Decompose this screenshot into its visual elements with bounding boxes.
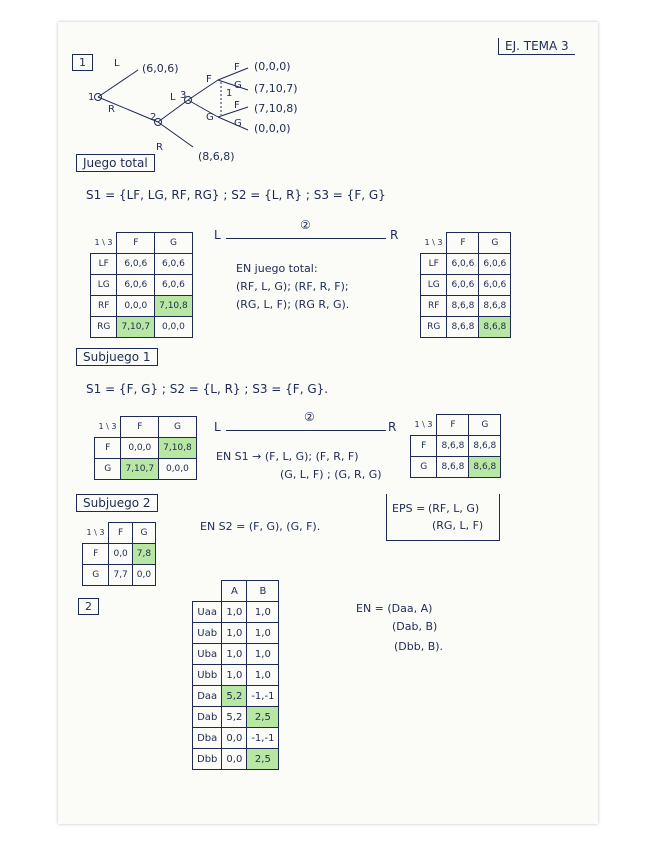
payoff-cell-highlighted: 5,2 — [222, 686, 247, 707]
divider-line — [226, 430, 386, 431]
game-tree — [88, 52, 338, 162]
table-corner-empty — [193, 581, 222, 602]
payoff-cell: 1,0 — [222, 623, 247, 644]
subjuego-1-table-right — [410, 414, 501, 478]
sub1-player2-label: ② — [304, 410, 315, 424]
payoff-cell: 0,0,0 — [155, 317, 193, 338]
table-corner: 1 \ 3 — [94, 238, 113, 248]
payoff-cell: 1,0 — [247, 623, 279, 644]
payoff-cell: 6,0,6 — [447, 275, 479, 296]
tree-payoff-GF: (7,10,8) — [254, 102, 298, 115]
payoff-cell: 6,0,6 — [155, 254, 193, 275]
subjuego-1-label: Subjuego 1 — [76, 348, 158, 366]
payoff-cell: 6,0,6 — [479, 254, 511, 275]
juego-total-table-left — [90, 232, 193, 338]
payoff-cell: 6,0,6 — [117, 275, 155, 296]
subjuego-1-strategies: S1 = {F, G} ; S2 = {L, R} ; S3 = {F, G}. — [86, 382, 329, 396]
table-corner: 1 \ 3 — [86, 528, 105, 538]
tree-branch-L: L — [114, 58, 120, 69]
col-header: F — [109, 523, 132, 544]
col-header: A — [222, 581, 247, 602]
col-header: F — [117, 233, 155, 254]
juego-total-en-line-1: EN juego total: — [236, 262, 318, 275]
payoff-cell: 6,0,6 — [479, 275, 511, 296]
payoff-cell: 8,6,8 — [469, 436, 501, 457]
row-label: Uab — [193, 623, 222, 644]
player2-R-label: R — [390, 228, 399, 242]
payoff-cell: 5,2 — [222, 707, 247, 728]
exercise-2-en-line-1: EN = (Daa, A) — [356, 602, 433, 615]
tree-payoff-R2: (8,6,8) — [198, 150, 235, 163]
divider-line — [226, 238, 386, 239]
tree-branch-R2: R — [156, 142, 163, 153]
row-label: Ubb — [193, 665, 222, 686]
exercise-2-en-line-3: (Dbb, B). — [394, 640, 444, 653]
table-corner: 1 \ 3 — [414, 420, 433, 430]
tree-branch-L2: L — [170, 92, 176, 103]
payoff-cell: 0,0,0 — [117, 296, 155, 317]
col-header: F — [447, 233, 479, 254]
juego-total-en-line-3: (RG, L, F); (RG R, G). — [236, 298, 350, 311]
row-label: LG — [91, 275, 117, 296]
subjuego-2-label: Subjuego 2 — [76, 494, 158, 512]
payoff-cell: 8,6,8 — [447, 296, 479, 317]
subjuego-1-en-line-2: (G, L, F) ; (G, R, G) — [280, 468, 382, 481]
payoff-cell: -1,-1 — [247, 686, 279, 707]
exercise-1-number: 1 — [72, 54, 93, 71]
exercise-2-en-line-2: (Dab, B) — [392, 620, 438, 633]
payoff-cell: 1,0 — [247, 602, 279, 623]
payoff-cell: 0,0,0 — [159, 459, 197, 480]
payoff-cell-highlighted: 2,5 — [247, 707, 279, 728]
subjuego-2-table — [82, 522, 156, 586]
player2-L-label: L — [214, 228, 221, 242]
payoff-cell-highlighted: 7,10,8 — [159, 438, 197, 459]
payoff-cell-highlighted: 2,5 — [247, 749, 279, 770]
col-header: B — [247, 581, 279, 602]
payoff-cell: 6,0,6 — [447, 254, 479, 275]
tree-node-player2: 2 — [150, 112, 157, 123]
subjuego-1-table-left — [94, 416, 197, 480]
payoff-cell-highlighted: 7,8 — [132, 544, 155, 565]
row-label: Dbb — [193, 749, 222, 770]
payoff-cell-highlighted: 8,6,8 — [479, 317, 511, 338]
table-corner: 1 \ 3 — [424, 238, 443, 248]
payoff-cell: 8,6,8 — [479, 296, 511, 317]
payoff-cell-highlighted: 7,10,8 — [155, 296, 193, 317]
row-label: Uba — [193, 644, 222, 665]
payoff-cell: 1,0 — [247, 665, 279, 686]
row-label: G — [411, 457, 437, 478]
row-label: Dba — [193, 728, 222, 749]
payoff-cell: 6,0,6 — [155, 275, 193, 296]
payoff-cell: 1,0 — [222, 602, 247, 623]
sub1-player2-L-label: L — [214, 420, 221, 434]
payoff-cell: -1,-1 — [247, 728, 279, 749]
row-label: LF — [421, 254, 447, 275]
payoff-cell: 0,0,0 — [121, 438, 159, 459]
row-label: G — [83, 565, 109, 586]
tree-node-player1: 1 — [88, 92, 95, 103]
payoff-cell: 0,0 — [132, 565, 155, 586]
tree-branch-G: G — [206, 112, 214, 123]
row-label: RF — [421, 296, 447, 317]
payoff-cell: 6,0,6 — [117, 254, 155, 275]
tree-branch-F: F — [206, 74, 212, 85]
row-label: F — [95, 438, 121, 459]
tree-node-player3: 3 — [180, 90, 187, 101]
payoff-cell-highlighted: 7,10,7 — [121, 459, 159, 480]
row-label: LF — [91, 254, 117, 275]
tree-payoff-GG: (0,0,0) — [254, 122, 291, 135]
row-label: RF — [91, 296, 117, 317]
eps-line-1: (RF, L, G) — [428, 502, 480, 515]
payoff-cell: 7,7 — [109, 565, 132, 586]
juego-total-strategies: S1 = {LF, LG, RF, RG} ; S2 = {L, R} ; S3 = {F, G} — [86, 188, 386, 202]
row-label: F — [83, 544, 109, 565]
payoff-cell: 8,6,8 — [437, 436, 469, 457]
col-header: F — [121, 417, 159, 438]
col-header: G — [132, 523, 155, 544]
tree-branch-F2: F — [234, 62, 240, 73]
payoff-cell: 0,0 — [222, 728, 247, 749]
col-header: G — [469, 415, 501, 436]
payoff-cell: 8,6,8 — [447, 317, 479, 338]
juego-total-table-right — [420, 232, 511, 338]
row-label: RG — [421, 317, 447, 338]
player2-label: ② — [300, 218, 311, 232]
tree-branch-F3: F — [234, 100, 240, 111]
col-header: G — [159, 417, 197, 438]
page-header-title: EJ. TEMA 3 — [498, 38, 575, 55]
tree-payoff-FF: (0,0,0) — [254, 60, 291, 73]
row-label: RG — [91, 317, 117, 338]
col-header: G — [479, 233, 511, 254]
row-label: Daa — [193, 686, 222, 707]
exercise-2-number: 2 — [78, 598, 99, 615]
sub1-player2-R-label: R — [388, 420, 397, 434]
col-header: G — [155, 233, 193, 254]
payoff-cell: 0,0 — [222, 749, 247, 770]
tree-branch-G2: G — [234, 80, 242, 91]
payoff-cell-highlighted: 7,10,7 — [117, 317, 155, 338]
tree-branch-G3: G — [234, 118, 242, 129]
payoff-cell-highlighted: 8,6,8 — [469, 457, 501, 478]
payoff-cell: 0,0 — [109, 544, 132, 565]
payoff-cell: 1,0 — [247, 644, 279, 665]
row-label: LG — [421, 275, 447, 296]
table-corner: 1 \ 3 — [98, 422, 117, 432]
notebook-page — [58, 22, 598, 824]
eps-line-2: (RG, L, F) — [432, 519, 484, 532]
exercise-2-table — [192, 580, 279, 770]
row-label: Uaa — [193, 602, 222, 623]
row-label: G — [95, 459, 121, 480]
row-label: F — [411, 436, 437, 457]
tree-payoff-FG: (7,10,7) — [254, 82, 298, 95]
tree-node-player1-info: 1 — [226, 88, 233, 99]
payoff-cell: 1,0 — [222, 644, 247, 665]
tree-branch-R: R — [108, 104, 115, 115]
tree-payoff-L: (6,0,6) — [142, 62, 179, 75]
payoff-cell: 1,0 — [222, 665, 247, 686]
col-header: F — [437, 415, 469, 436]
juego-total-label: Juego total — [76, 154, 155, 172]
row-label: Dab — [193, 707, 222, 728]
eps-label: EPS = — [392, 502, 426, 515]
subjuego-1-en-line-1: EN S1 → (F, L, G); (F, R, F) — [216, 450, 359, 463]
payoff-cell: 8,6,8 — [437, 457, 469, 478]
juego-total-en-line-2: (RF, L, G); (RF, R, F); — [236, 280, 349, 293]
subjuego-2-en-line: EN S2 = (F, G), (G, F). — [200, 520, 321, 533]
